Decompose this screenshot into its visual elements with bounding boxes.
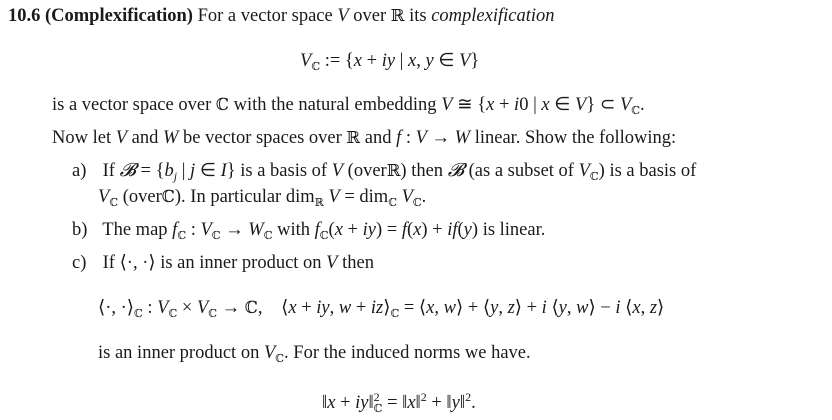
exercise-heading: 10.6 (Complexification) For a vector space V over ℝ its complexification <box>8 6 555 26</box>
definition-equation: $V_ℂ$ := {x + iy | x, y ∈ V} <box>300 51 480 73</box>
intro-line-1: is a vector space over ℂ with the natural embedding V ≅ {x + i0 | x ∈ V} ⊂ $V_ℂ$. <box>52 95 645 117</box>
list-item-c: c) If ⟨·, ·⟩ is an inner product on V then <box>72 253 374 273</box>
intro-line-2: Now let V and W be vector spaces over ℝ and f : V → W linear. Show the following: <box>52 128 677 148</box>
inner-product-equation: ⟨·, $\cdot⟩_ℂ$ : $V_ℂ \times V_ℂ$ → ℂ, ⟨x + iy, $w + iz⟩_ℂ$ = ⟨x, w⟩ + ⟨y, z⟩ + i ⟨y, w⟩ − i ⟨x, z⟩ <box>98 298 665 320</box>
item-label-c: c) <box>72 253 87 273</box>
exercise-number: 10.6 <box>8 6 41 26</box>
emphasized-term: complexification <box>431 6 555 26</box>
list-item-b: b) The map $f_ℂ$ : $V_ℂ \to W_ℂ$ with $f_ℂ(x + iy) = f(x) + if(y)$ is linear. <box>72 220 546 242</box>
norm-equation: ‖x + iy‖$^2_ℂ$ = ‖x‖$^2$ + ‖y‖$^2$. <box>322 390 476 415</box>
list-item-a: a) If 𝓑 = {$b_j$ | j ∈ I} is a basis of V (overℝ) then 𝓑 (as a subset of $V_ℂ$) is a basis of <box>72 161 697 183</box>
item-label-b: b) <box>72 220 88 240</box>
exercise-title: (Complexification) <box>45 6 193 26</box>
item-label-a: a) <box>72 161 87 181</box>
list-item-c-continued: is an inner product on $V_ℂ$. For the induced norms we have. <box>98 343 531 365</box>
list-item-a-continued: $V_ℂ$ (overℂ). In particular dim$_ℝ$ V = dim$_ℂ$ $V_ℂ$. <box>98 187 427 209</box>
